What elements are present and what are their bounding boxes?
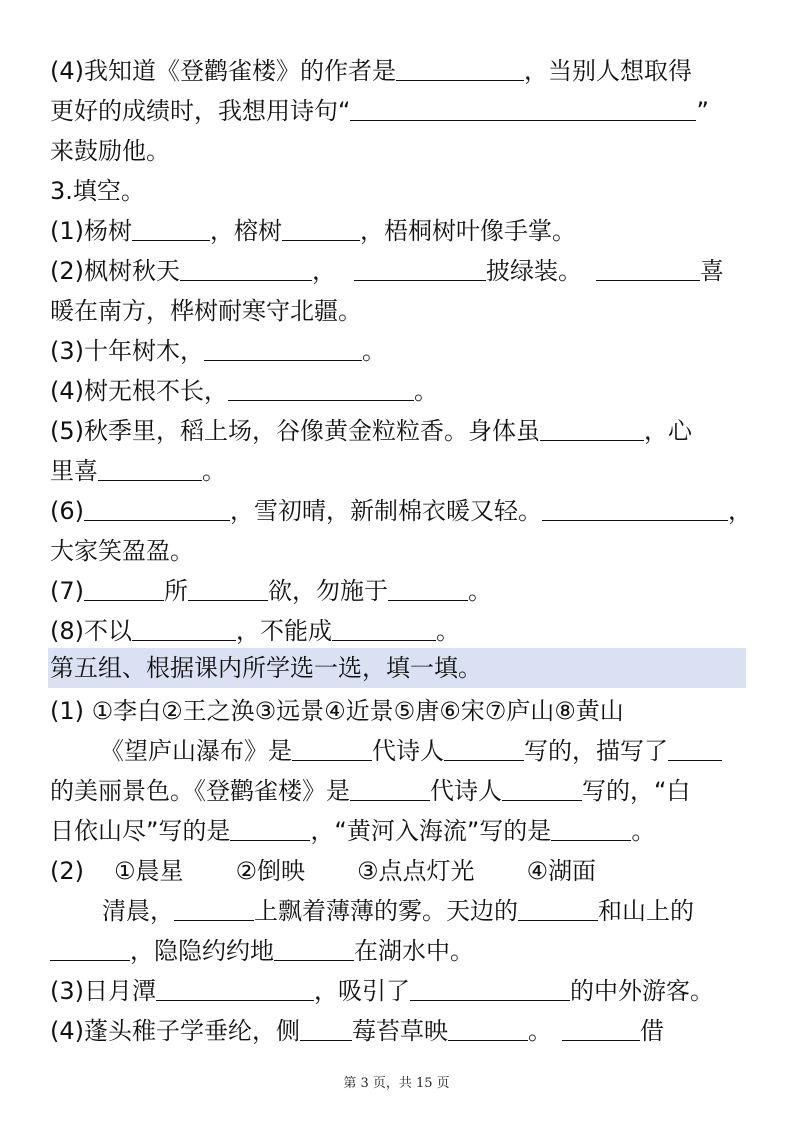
- answer-blank[interactable]: [228, 374, 414, 401]
- text: ，梧桐树叶像手掌。: [360, 217, 576, 245]
- option: ③点点灯光: [357, 857, 475, 885]
- text: 披绿装。: [486, 257, 582, 285]
- answer-blank[interactable]: [396, 54, 524, 81]
- text: ，隐隐约约地: [130, 937, 274, 965]
- answer-blank[interactable]: [274, 934, 354, 961]
- text: 更好的成绩时，我想用诗句“: [50, 97, 351, 125]
- text: 写的，描写了: [524, 737, 668, 765]
- answer-blank[interactable]: [180, 254, 312, 281]
- answer-blank[interactable]: [540, 414, 644, 441]
- text: ，吸引了: [314, 977, 410, 1005]
- section-title: 3.填空。: [50, 177, 145, 205]
- answer-blank[interactable]: [551, 814, 631, 841]
- text: 借: [640, 1017, 664, 1045]
- text: (6): [50, 497, 84, 525]
- text: 莓苔草映: [352, 1017, 448, 1045]
- text: ，当别人想取得: [524, 57, 692, 85]
- text: 来鼓励他。: [50, 137, 170, 165]
- answer-blank[interactable]: [174, 894, 254, 921]
- text: 。: [528, 1017, 552, 1045]
- text: ，: [312, 257, 336, 285]
- fill-item-6: [50, 494, 752, 528]
- answer-blank[interactable]: [542, 494, 728, 521]
- text: (4)我知道《登鹳雀楼》的作者是: [50, 57, 396, 85]
- text: 代诗人: [430, 777, 502, 805]
- text: 日依山尽”写的是: [50, 817, 231, 845]
- section-3-title: [50, 174, 145, 208]
- answer-blank[interactable]: [98, 454, 202, 481]
- option: ④湖面: [526, 857, 597, 885]
- text: 写的，“白: [582, 777, 691, 805]
- text: 里喜: [50, 457, 98, 485]
- group5-q2-options: [50, 854, 596, 888]
- group5-q1-options: [50, 694, 624, 728]
- answer-blank[interactable]: [518, 894, 598, 921]
- fill-item-5: [50, 414, 692, 448]
- text: ，不能成: [236, 617, 332, 645]
- answer-blank[interactable]: [282, 214, 360, 241]
- group5-q3: [50, 974, 714, 1008]
- answer-blank[interactable]: [444, 734, 524, 761]
- group5-q1-line-4: [50, 814, 655, 848]
- group5-q2-line-3: [50, 934, 474, 968]
- text: 在湖水中。: [354, 937, 474, 965]
- text: 暖在南方，桦树耐寒守北疆。: [50, 297, 362, 325]
- text: 的中外游客。: [570, 977, 714, 1005]
- group5-q4: [50, 1014, 664, 1048]
- answer-blank[interactable]: [300, 1014, 352, 1041]
- group5-q1-line-3: [50, 774, 690, 808]
- section-heading: 第五组、根据课内所学选一选，填一填。: [50, 654, 482, 682]
- text: 大家笑盈盈。: [50, 537, 194, 565]
- answer-blank[interactable]: [204, 334, 362, 361]
- page-footer: 第 3 页，共 15 页: [343, 1076, 450, 1091]
- text: 代诗人: [372, 737, 444, 765]
- text: (2)枫树秋天: [50, 257, 180, 285]
- text: (3)日月潭: [50, 977, 156, 1005]
- text: 欲，勿施于: [268, 577, 388, 605]
- option: ①晨星: [114, 857, 184, 885]
- text: (3)十年树木，: [50, 337, 204, 365]
- answer-blank[interactable]: [350, 774, 430, 801]
- answer-blank[interactable]: [332, 614, 436, 641]
- answer-blank[interactable]: [50, 934, 130, 961]
- answer-blank[interactable]: [410, 974, 570, 1001]
- text: (4)树无根不长，: [50, 377, 228, 405]
- text: (7): [50, 577, 84, 605]
- fill-item-2: [50, 254, 724, 288]
- text: 和山上的: [598, 897, 694, 925]
- answer-blank[interactable]: [388, 574, 468, 601]
- question-4-line-2: [50, 94, 709, 128]
- group5-q1-line-2: [100, 734, 722, 768]
- fill-item-2-line-2: [50, 294, 362, 328]
- text: ”: [696, 97, 709, 125]
- fill-item-1: [50, 214, 576, 248]
- text: (1)杨树: [50, 217, 132, 245]
- text: 。: [468, 577, 492, 605]
- text: 喜: [700, 257, 724, 285]
- answer-blank[interactable]: [668, 734, 722, 761]
- text: 。: [631, 817, 656, 845]
- answer-blank[interactable]: [350, 94, 696, 121]
- group5-heading: [50, 651, 482, 685]
- text: 清晨，: [102, 897, 174, 925]
- text: 。: [202, 457, 226, 485]
- group5-q2-line-2: [102, 894, 694, 928]
- fill-item-5-line-2: [50, 454, 226, 488]
- text: 上飘着薄薄的雾。天边的: [254, 897, 518, 925]
- answer-blank[interactable]: [156, 974, 314, 1001]
- answer-blank[interactable]: [188, 574, 268, 601]
- question-4-line-1: [50, 54, 692, 88]
- answer-blank[interactable]: [292, 734, 372, 761]
- text: 。: [436, 617, 460, 645]
- text: 。: [414, 377, 438, 405]
- text: ，雪初晴，新制棉衣暖又轻。: [230, 497, 542, 525]
- answer-blank[interactable]: [132, 214, 210, 241]
- answer-blank[interactable]: [562, 1014, 640, 1041]
- answer-blank[interactable]: [354, 254, 486, 281]
- answer-blank[interactable]: [84, 574, 164, 601]
- fill-item-6-line-2: [50, 534, 194, 568]
- answer-blank[interactable]: [502, 774, 582, 801]
- text: ，榕树: [210, 217, 282, 245]
- text: ，: [728, 497, 752, 525]
- fill-item-3: [50, 334, 386, 368]
- answer-blank[interactable]: [448, 1014, 528, 1041]
- text: 《望庐山瀑布》是: [100, 737, 292, 765]
- text: (1) ①李白②王之涣③远景④近景⑤唐⑥宋⑦庐山⑧黄山: [50, 697, 624, 725]
- text: ，“黄河入海流”写的是: [310, 817, 552, 845]
- text: (5)秋季里，稻上场，谷像黄金粒粒香。身体虽: [50, 417, 540, 445]
- fill-item-8: [50, 614, 460, 648]
- text: (2): [50, 857, 84, 885]
- text: (4)蓬头稚子学垂纶，侧: [50, 1017, 300, 1045]
- answer-blank[interactable]: [84, 494, 230, 521]
- fill-item-4: [50, 374, 438, 408]
- text: ，心: [644, 417, 692, 445]
- fill-item-7: [50, 574, 492, 608]
- answer-blank[interactable]: [132, 614, 236, 641]
- option: ②倒映: [235, 857, 306, 885]
- text: 。: [362, 337, 386, 365]
- answer-blank[interactable]: [596, 254, 700, 281]
- question-4-line-3: [50, 134, 170, 168]
- text: 所: [164, 577, 188, 605]
- answer-blank[interactable]: [230, 814, 310, 841]
- text: 的美丽景色。《登鹳雀楼》是: [50, 777, 350, 805]
- text: (8)不以: [50, 617, 132, 645]
